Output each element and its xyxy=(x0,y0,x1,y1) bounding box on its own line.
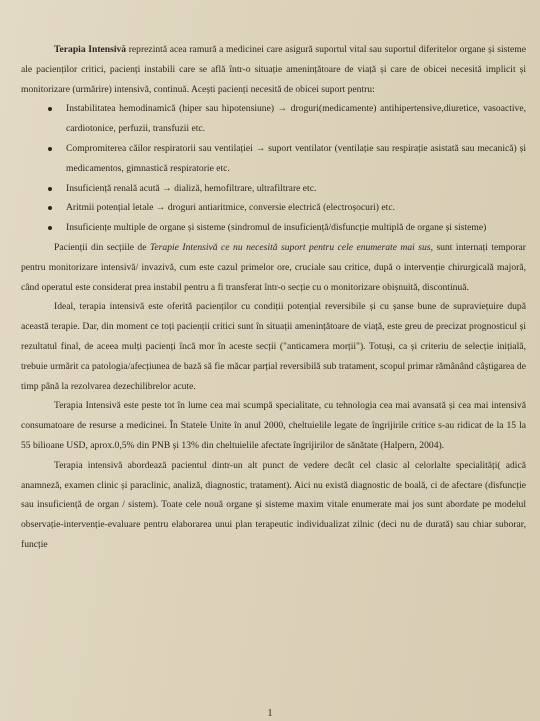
list-item-text: Instabilitatea hemodinamică (hiper sau hipotensiune) → droguri(medicamente) antihipertensive,diuretice, vasoactive, cardiotonice, perfuzii, transfuzii etc. xyxy=(66,103,526,135)
list-item xyxy=(66,198,526,218)
list-item-text: Insuficiențe multiple de organe și sisteme (sindromul de insuficiență/disfuncție multiplă de organe și sisteme) xyxy=(66,222,487,234)
support-list xyxy=(21,99,526,238)
list-item xyxy=(66,139,526,179)
paragraph-approach: Terapia intensivă abordează pacientul dintr-un alt punct de vedere decât cel clasic al celorlalte specialități( adică anamneză, examen clinic și paraclinic, analiză, diagnostic, tratament). Aici nu există diagnostic de boală, ci de afectare (disfuncție sau insuficiență de organ / sistem). Toate cele nouă organe și sisteme maxim vitale enumerate mai jos sunt abordate pe modelul observație-intervenție-evaluare pentru elaborarea unui plan terapeutic individualizat zilnic (deci nu de durată) sau chiar suborar, funcție xyxy=(21,459,526,550)
list-item-text: Aritmii potențial letale → droguri antiaritmice, conversie electrică (electroșocuri) etc. xyxy=(66,202,395,214)
term-title: Terapia Intensivă xyxy=(54,44,127,55)
bullet-icon xyxy=(48,206,52,210)
paragraph-text: sunt internați temporar pentru monitorizare intensivă/ invazivă, cum este cazul primelor ore, cruciale sau critice, după o intervenție chirurgicală majoră, când operatul este considerat prea instabil pentru a fi transferat într-o secție cu o monitorizare obișnuită, discontinuă. xyxy=(21,241,526,293)
body-text xyxy=(21,40,526,555)
list-item-text: Compromiterea căilor respiratorii sau ventilației → suport ventilator (ventilație sau respirație asistată sau mecanică) și medicamentos, gimnastică respiratorie etc. xyxy=(66,142,526,174)
paragraph-ideal: Ideal, terapia intensivă este oferită pacienților cu condiții potențial reversibile și cu șanse bune de supraviețuire după această terapie. Dar, din moment ce toți pacienții critici sunt în situații amenințătoare de viață, este greu de precizat prognosticul și rezultatul final, de aceea mulți pacienți încă mor în aceste secții ("anticamera morții"). Totuși, ca și criteriu de selecție inițială, trebuie urmărit ca patologia/afecțiunea de bază să fie măcar parțial reversibilă sub tratament, scopul primar rămânând câștigarea de timp până la rezolvarea dezechilibrelor acute. xyxy=(21,301,526,392)
bullet-icon xyxy=(48,147,52,151)
intro-paragraph xyxy=(21,40,526,99)
intro-body: reprezintă acea ramură a medicinei care asigură suportul vital sau suportul diferitelor organe și sisteme ale pacienților critici, pacienți instabili care se află într-o situație amenințătoare de viață și care de obicei necesită implicit și monitorizare (urmărire) intensivă, continuă. Acești pacienți necesită de obicei suport pentru: xyxy=(21,44,526,95)
page-number: 1 xyxy=(267,708,273,719)
paragraph-monitoring xyxy=(21,238,526,297)
list-item xyxy=(66,179,526,199)
bullet-icon xyxy=(48,187,52,191)
list-item xyxy=(66,218,526,238)
list-item xyxy=(66,99,526,139)
bullet-icon xyxy=(48,107,52,111)
emphasis-text: Terapie Intensivă ce nu necesită suport pentru cele enumerate mai sus, xyxy=(149,241,433,253)
bullet-icon xyxy=(48,226,52,230)
paragraph-cost: Terapia Intensivă este peste tot în lume cea mai scumpă specialitate, cu tehnologia cea mai avansată și cea mai intensivă consumatoare de resurse a medicinei. În Statele Unite în anul 2000, cheltuielile legate de îngrijirile critice s-au ridicat de la 15 la 55 bilioane USD, aprox.0,5% din PNB și 13% din cheltuielile afectate îngrijirilor de sănătate (Halpern, 2004). xyxy=(21,400,526,451)
paragraph-text: Pacienții din secțiile de xyxy=(54,241,150,253)
list-item-text: Insuficiență renală acută → dializă, hemofiltrare, ultrafiltrare etc. xyxy=(66,182,317,194)
